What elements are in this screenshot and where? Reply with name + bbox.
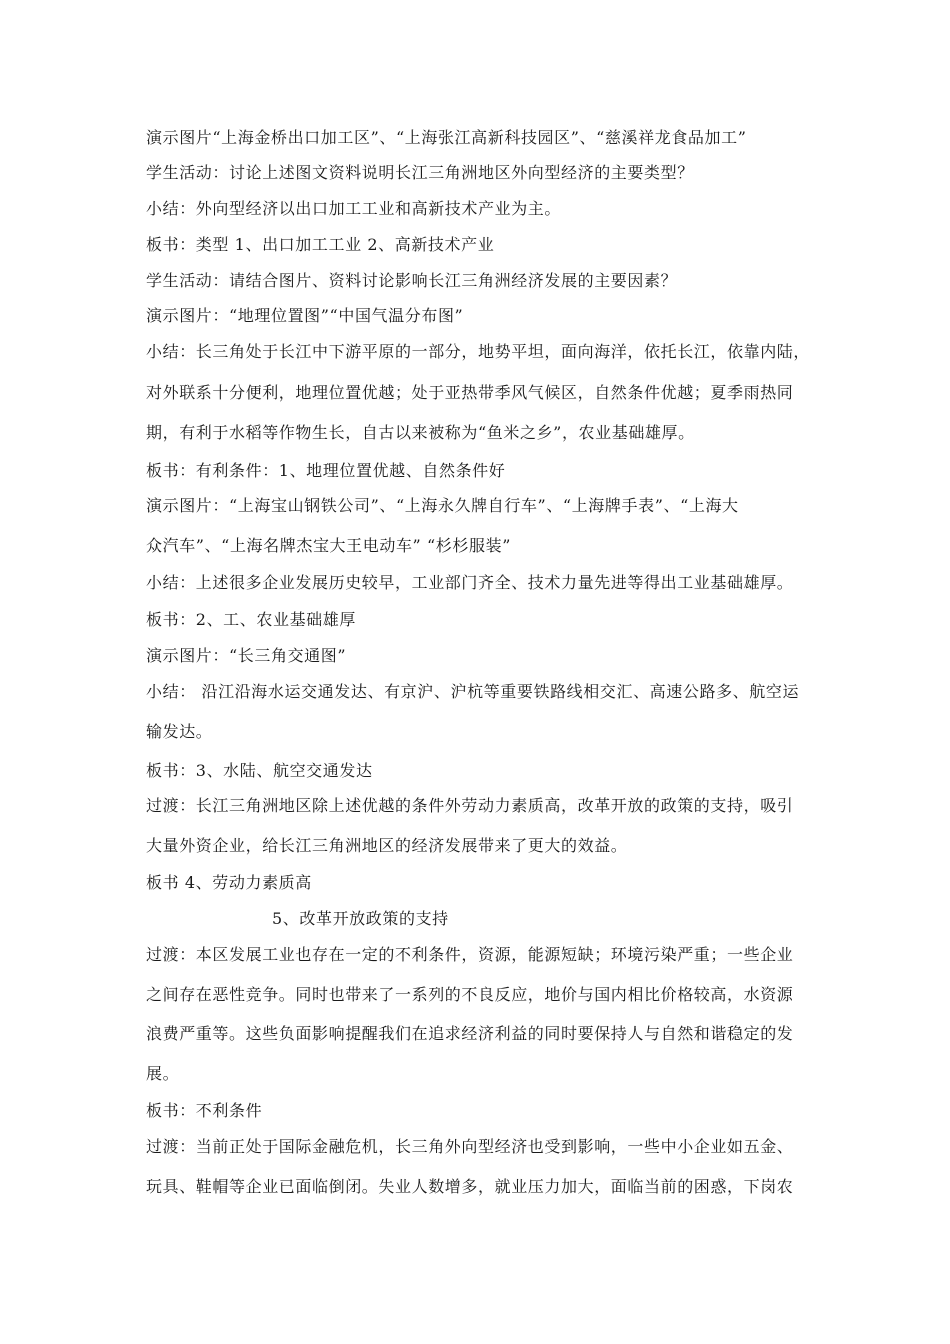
text-line: 5、改革开放政策的支持: [272, 909, 449, 928]
text-line: 输发达。: [146, 722, 213, 741]
text-line: 板书 4、劳动力素质高: [146, 873, 312, 892]
text-line: 演示图片“上海金桥出口加工区”、“上海张江高新科技园区”、“慈溪祥龙食品加工”: [146, 128, 747, 147]
text-line: 过渡：长江三角洲地区除上述优越的条件外劳动力素质高，改革开放的政策的支持，吸引: [146, 796, 794, 815]
text-line: 期，有利于水稻等作物生长，自古以来被称为“鱼米之乡”，农业基础雄厚。: [146, 423, 695, 442]
text-line: 小结： 沿江沿海水运交通发达、有京沪、沪杭等重要铁路线相交汇、高速公路多、航空运: [146, 682, 800, 701]
text-line: 过渡：本区发展工业也存在一定的不利条件，资源，能源短缺；环境污染严重；一些企业: [146, 945, 794, 964]
text-line: 板书：3、水陆、航空交通发达: [146, 761, 373, 780]
text-line: 小结：上述很多企业发展历史较早，工业部门齐全、技术力量先进等得出工业基础雄厚。: [146, 573, 794, 592]
text-line: 板书：有利条件：1、地理位置优越、自然条件好: [146, 461, 506, 480]
text-line: 演示图片：“长三角交通图”: [146, 646, 347, 665]
text-line: 学生活动：请结合图片、资料讨论影响长江三角洲经济发展的主要因素？: [146, 271, 678, 290]
text-line: 大量外资企业，给长江三角洲地区的经济发展带来了更大的效益。: [146, 836, 628, 855]
text-line: 玩具、鞋帽等企业已面临倒闭。失业人数增多，就业压力加大，面临当前的困惑，下岗农: [146, 1177, 794, 1196]
text-line: 浪费严重等。这些负面影响提醒我们在追求经济利益的同时要保持人与自然和谐稳定的发: [146, 1024, 794, 1043]
text-line: 演示图片：“地理位置图”“中国气温分布图”: [146, 306, 464, 325]
text-line: 展。: [146, 1064, 180, 1083]
text-line: 板书：2、工、农业基础雄厚: [146, 610, 356, 629]
text-line: 小结：外向型经济以出口加工工业和高新技术产业为主。: [146, 199, 562, 218]
text-line: 演示图片：“上海宝山钢铁公司”、“上海永久牌自行车”、“上海牌手表”、“上海大: [146, 496, 739, 515]
text-line: 众汽车”、“上海名牌杰宝大王电动车” “杉杉服装”: [146, 536, 511, 555]
text-line: 过渡：当前正处于国际金融危机，长三角外向型经济也受到影响，一些中小企业如五金、: [146, 1137, 794, 1156]
text-line: 之间存在恶性竞争。同时也带来了一系列的不良反应，地价与国内相比价格较高，水资源: [146, 985, 794, 1004]
text-line: 板书：不利条件: [146, 1101, 263, 1120]
text-line: 学生活动：讨论上述图文资料说明长江三角洲地区外向型经济的主要类型？: [146, 163, 694, 182]
text-line: 对外联系十分便利，地理位置优越；处于亚热带季风气候区，自然条件优越；夏季雨热同: [146, 383, 794, 402]
text-line: 板书：类型 1、出口加工工业 2、高新技术产业: [146, 235, 495, 254]
text-line: 小结：长三角处于长江中下游平原的一部分，地势平坦，面向海洋，依托长江，依靠内陆，: [146, 342, 811, 361]
